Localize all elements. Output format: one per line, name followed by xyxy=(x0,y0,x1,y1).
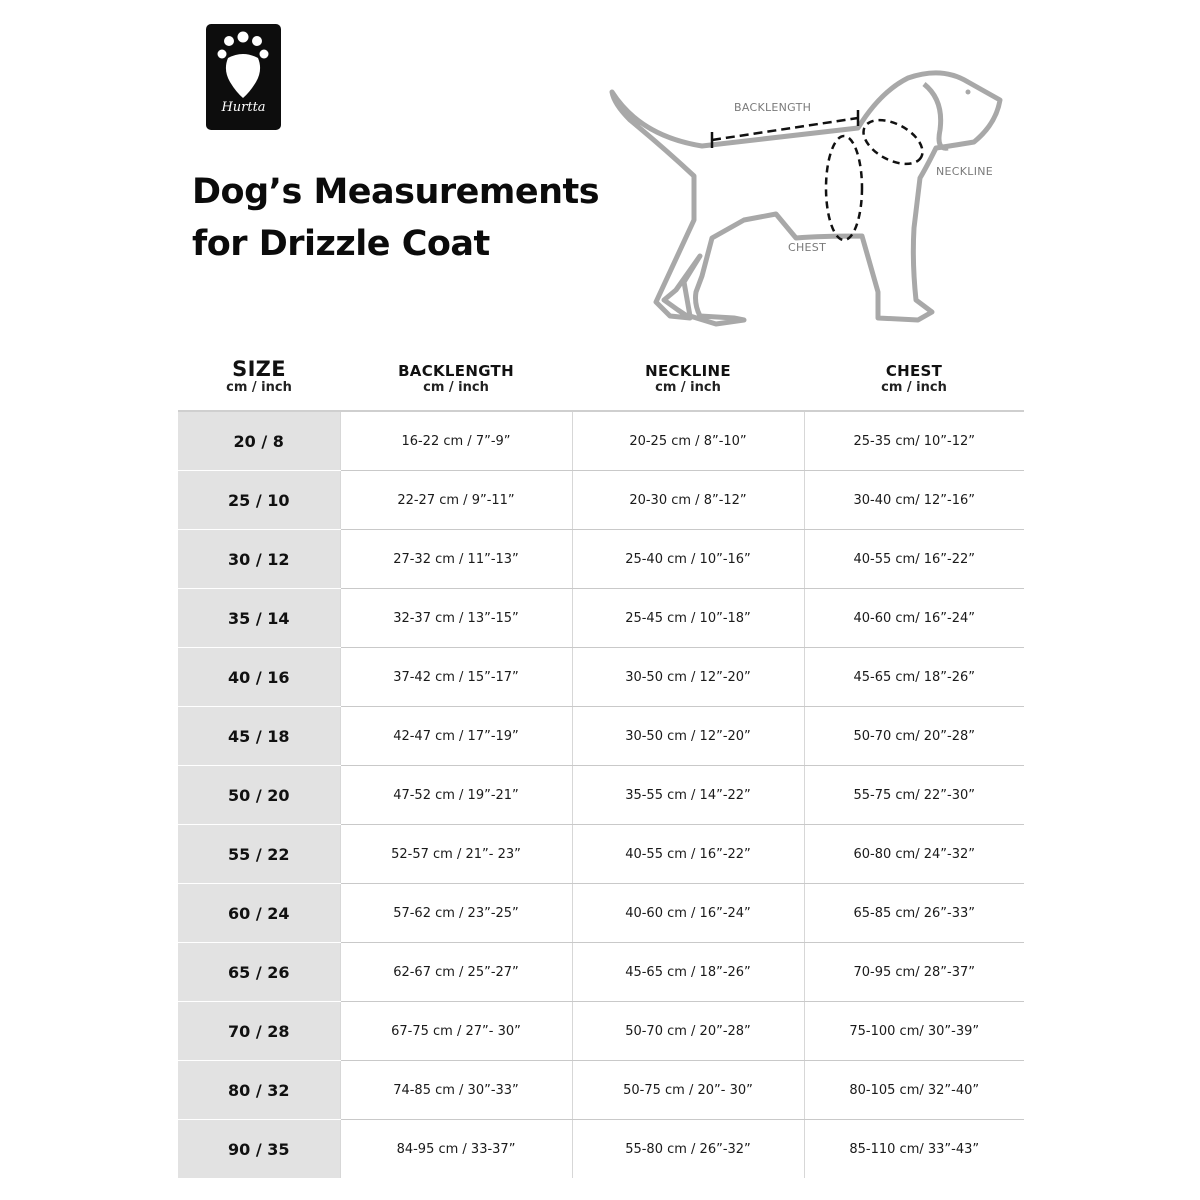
chest-cell: 70-95 cm/ 28”-37” xyxy=(804,943,1024,1002)
neckline-cell: 40-60 cm / 16”-24” xyxy=(572,884,804,943)
header-chest xyxy=(804,356,1024,411)
neckline-cell: 30-50 cm / 12”-20” xyxy=(572,648,804,707)
page-title xyxy=(192,166,599,270)
backlength-label: BACKLENGTH xyxy=(734,101,812,114)
table-row xyxy=(178,707,1024,766)
neckline-cell: 20-30 cm / 8”-12” xyxy=(572,471,804,530)
backlength-cell: 62-67 cm / 25”-27” xyxy=(340,943,572,1002)
header-backlength xyxy=(340,356,572,411)
table-row xyxy=(178,1061,1024,1120)
header-label: NECKLINE xyxy=(645,362,731,380)
chest-cell: 30-40 cm/ 12”-16” xyxy=(804,471,1024,530)
neckline-cell: 25-45 cm / 10”-18” xyxy=(572,589,804,648)
table-header-row xyxy=(178,356,1024,411)
table-row xyxy=(178,530,1024,589)
backlength-cell: 57-62 cm / 23”-25” xyxy=(340,884,572,943)
table-row xyxy=(178,884,1024,943)
header-size xyxy=(178,356,340,411)
backlength-cell: 84-95 cm / 33-37” xyxy=(340,1120,572,1179)
backlength-cell: 67-75 cm / 27”- 30” xyxy=(340,1002,572,1061)
size-cell: 40 / 16 xyxy=(178,648,340,707)
table-row xyxy=(178,943,1024,1002)
size-cell: 60 / 24 xyxy=(178,884,340,943)
header-neckline xyxy=(572,356,804,411)
size-cell: 45 / 18 xyxy=(178,707,340,766)
header-label: BACKLENGTH xyxy=(398,362,514,380)
dog-ear xyxy=(924,84,948,148)
size-table xyxy=(178,356,1024,1178)
chest-cell: 65-85 cm/ 26”-33” xyxy=(804,884,1024,943)
dog-eye xyxy=(966,90,971,95)
backlength-cell: 37-42 cm / 15”-17” xyxy=(340,648,572,707)
neckline-cell: 30-50 cm / 12”-20” xyxy=(572,707,804,766)
table-row xyxy=(178,589,1024,648)
chest-cell: 45-65 cm/ 18”-26” xyxy=(804,648,1024,707)
chest-cell: 40-60 cm/ 16”-24” xyxy=(804,589,1024,648)
brand-logo xyxy=(206,24,281,130)
header-label: CHEST xyxy=(885,362,943,380)
chest-cell: 85-110 cm/ 33”-43” xyxy=(804,1120,1024,1179)
size-cell: 20 / 8 xyxy=(178,411,340,471)
chest-cell: 40-55 cm/ 16”-22” xyxy=(804,530,1024,589)
neckline-measure xyxy=(856,111,929,173)
size-cell: 65 / 26 xyxy=(178,943,340,1002)
neckline-cell: 25-40 cm / 10”-16” xyxy=(572,530,804,589)
size-cell: 25 / 10 xyxy=(178,471,340,530)
neckline-cell: 45-65 cm / 18”-26” xyxy=(572,943,804,1002)
header-unit: cm / inch xyxy=(423,380,489,395)
backlength-cell: 16-22 cm / 7”-9” xyxy=(340,411,572,471)
neckline-cell: 50-75 cm / 20”- 30” xyxy=(572,1061,804,1120)
table-row xyxy=(178,1002,1024,1061)
backlength-cell: 22-27 cm / 9”-11” xyxy=(340,471,572,530)
header-unit: cm / inch xyxy=(655,380,721,395)
backlength-cell: 32-37 cm / 13”-15” xyxy=(340,589,572,648)
table-row xyxy=(178,648,1024,707)
size-cell: 55 / 22 xyxy=(178,825,340,884)
neckline-cell: 40-55 cm / 16”-22” xyxy=(572,825,804,884)
backlength-cell: 47-52 cm / 19”-21” xyxy=(340,766,572,825)
table-row xyxy=(178,1120,1024,1179)
chest-cell: 25-35 cm/ 10”-12” xyxy=(804,411,1024,471)
neckline-cell: 50-70 cm / 20”-28” xyxy=(572,1002,804,1061)
backlength-cell: 27-32 cm / 11”-13” xyxy=(340,530,572,589)
chest-label: CHEST xyxy=(788,241,827,254)
size-cell: 90 / 35 xyxy=(178,1120,340,1179)
logo-text: Hurtta xyxy=(221,100,266,115)
size-cell: 50 / 20 xyxy=(178,766,340,825)
title-line-1: Dog’s Measurements xyxy=(192,172,600,212)
neckline-label: NECKLINE xyxy=(936,165,994,178)
table-row xyxy=(178,766,1024,825)
table-row xyxy=(178,411,1024,471)
size-cell: 35 / 14 xyxy=(178,589,340,648)
backlength-cell: 52-57 cm / 21”- 23” xyxy=(340,825,572,884)
neckline-cell: 20-25 cm / 8”-10” xyxy=(572,411,804,471)
neckline-cell: 55-80 cm / 26”-32” xyxy=(572,1120,804,1179)
backlength-cell: 74-85 cm / 30”-33” xyxy=(340,1061,572,1120)
size-cell: 30 / 12 xyxy=(178,530,340,589)
title-line-2: for Drizzle Coat xyxy=(192,224,490,264)
chest-cell: 80-105 cm/ 32”-40” xyxy=(804,1061,1024,1120)
chest-cell: 75-100 cm/ 30”-39” xyxy=(804,1002,1024,1061)
table-row xyxy=(178,471,1024,530)
header-label: SIZE xyxy=(232,357,286,381)
size-cell: 80 / 32 xyxy=(178,1061,340,1120)
chest-cell: 50-70 cm/ 20”-28” xyxy=(804,707,1024,766)
chest-measure xyxy=(826,136,862,240)
chest-cell: 60-80 cm/ 24”-32” xyxy=(804,825,1024,884)
backlength-cell: 42-47 cm / 17”-19” xyxy=(340,707,572,766)
header-unit: cm / inch xyxy=(226,380,292,395)
table-row xyxy=(178,825,1024,884)
header-unit: cm / inch xyxy=(881,380,947,395)
neckline-cell: 35-55 cm / 14”-22” xyxy=(572,766,804,825)
size-cell: 70 / 28 xyxy=(178,1002,340,1061)
chest-cell: 55-75 cm/ 22”-30” xyxy=(804,766,1024,825)
